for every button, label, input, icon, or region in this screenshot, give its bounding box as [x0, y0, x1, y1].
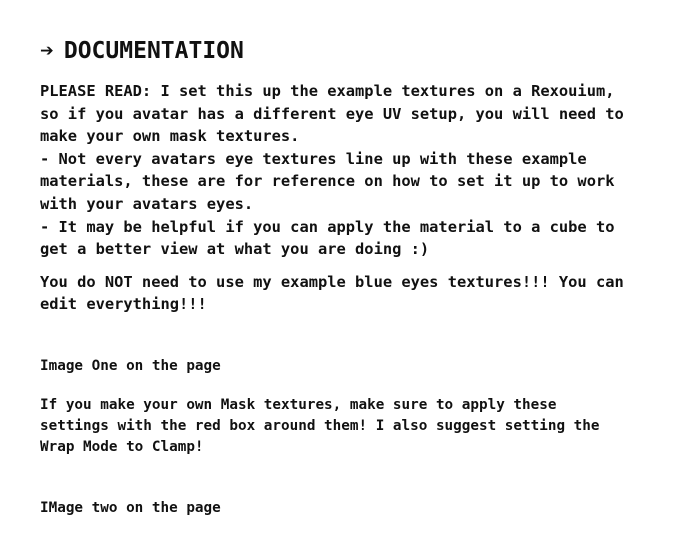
- documentation-page: [40, 36, 660, 519]
- page-title: [40, 36, 660, 66]
- image-one-caption: Image One on the page: [40, 357, 221, 374]
- arrow-right-icon: ➔: [40, 38, 54, 64]
- page-title-text: DOCUMENTATION: [63, 38, 244, 64]
- mask-settings-paragraph: If you make your own Mask textures, make sure to apply these settings with the red box around them! I also suggest setting the Wrap Mode to Clamp!: [40, 396, 600, 455]
- image-two-caption: IMage two on the page: [40, 499, 221, 516]
- note-paragraph: You do NOT need to use my example blue eyes textures!!! You can edit everything!!!: [40, 272, 624, 314]
- intro-paragraph: PLEASE READ: I set this up the example textures on a Rexouium, so if you avatar has a different eye UV setup, you will need to make your own mask textures. - Not every avatars eye textures line up with these example materials, these are for reference on how to set it up to work with your avatars eyes. - It may be helpful if you can apply the material to a cube to get a better view at what you are doing :): [40, 82, 624, 259]
